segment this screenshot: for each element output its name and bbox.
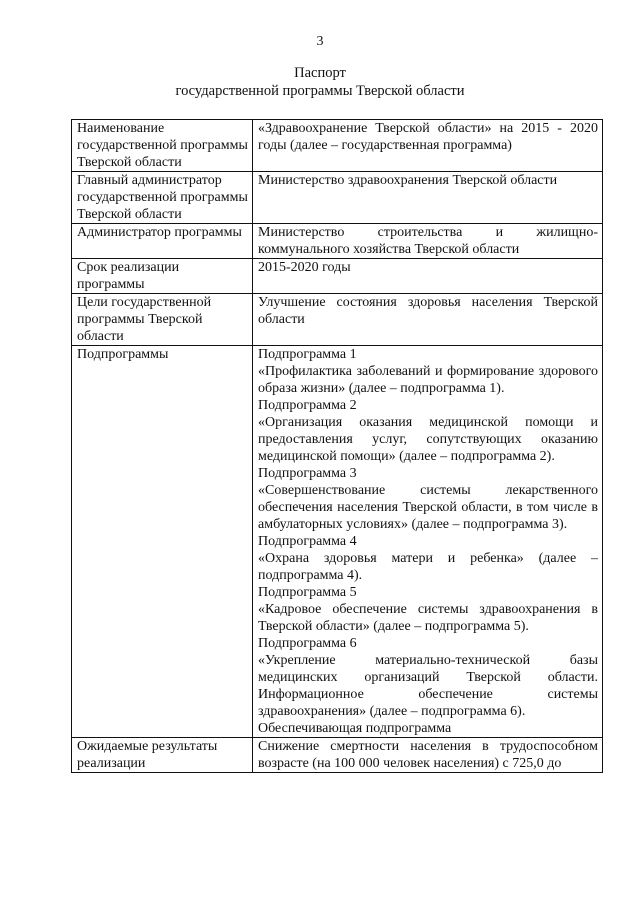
row-label: Подпрограммы	[72, 346, 253, 738]
subprogram-text: «Профилактика заболеваний и формирование здорового образа жизни» (далее – подпрограмма 1).	[258, 364, 598, 396]
row-value: Министерство здравоохранения Тверской области	[253, 172, 603, 224]
passport-table	[71, 119, 603, 773]
title-line-1: Паспорт	[294, 65, 346, 81]
subprogram-text: «Охрана здоровья матери и ребенка» (далее – подпрограмма 4).	[258, 551, 598, 583]
row-label: Ожидаемые результаты реализации	[72, 738, 253, 773]
subprogram-text: «Организация оказания медицинской помощи и предоставления услуг, сопутствующих оказанию медицинской помощи» (далее – подпрограмма 2).	[258, 415, 598, 464]
subprogram-heading: Подпрограмма 3	[258, 466, 357, 481]
subprogram-heading: Подпрограмма 4	[258, 534, 357, 549]
table-row	[72, 294, 603, 346]
row-label: Наименование государственной программы Тверской области	[72, 120, 253, 172]
subprogram-text: «Кадровое обеспечение системы здравоохранения в Тверской области» (далее – подпрограмма 5).	[258, 602, 598, 634]
row-value: Улучшение состояния здоровья населения Тверской области	[253, 294, 603, 346]
row-label: Срок реализации программы	[72, 259, 253, 294]
row-value: «Здравоохранение Тверской области» на 2015 - 2020 годы (далее – государственная программа)	[253, 120, 603, 172]
title-line-2: государственной программы Тверской области	[175, 83, 465, 99]
subprograms-list	[253, 346, 603, 738]
row-value: Снижение смертности населения в трудоспособном возрасте (на 100 000 человек населения) с 725,0 до	[253, 738, 603, 773]
subprogram-text: «Укрепление материально-технической базы медицинских организаций Тверской области. Информационное обеспечение системы здравоохранения» (далее – подпрограмма 6).	[258, 653, 598, 719]
table-row	[72, 224, 603, 259]
table-row	[72, 172, 603, 224]
subprogram-footer: Обеспечивающая подпрограмма	[258, 721, 452, 736]
row-label: Главный администратор государственной программы Тверской области	[72, 172, 253, 224]
table-row	[72, 259, 603, 294]
subprogram-heading: Подпрограмма 2	[258, 398, 357, 413]
row-label: Администратор программы	[72, 224, 253, 259]
row-label: Цели государственной программы Тверской области	[72, 294, 253, 346]
subprogram-heading: Подпрограмма 6	[258, 636, 357, 651]
page-number: 3	[316, 34, 324, 49]
table-row-subprograms	[72, 346, 603, 738]
table-row	[72, 738, 603, 773]
subprogram-heading: Подпрограмма 5	[258, 585, 357, 600]
table-row	[72, 120, 603, 172]
subprogram-text: «Совершенствование системы лекарственного обеспечения населения Тверской области, в том числе в амбулаторных условиях» (далее – подпрограмма 3).	[258, 483, 598, 532]
row-value: Министерство строительства и жилищно-коммунального хозяйства Тверской области	[253, 224, 603, 259]
row-value: 2015-2020 годы	[253, 259, 603, 294]
document-title	[0, 64, 640, 100]
subprogram-heading: Подпрограмма 1	[258, 347, 357, 362]
